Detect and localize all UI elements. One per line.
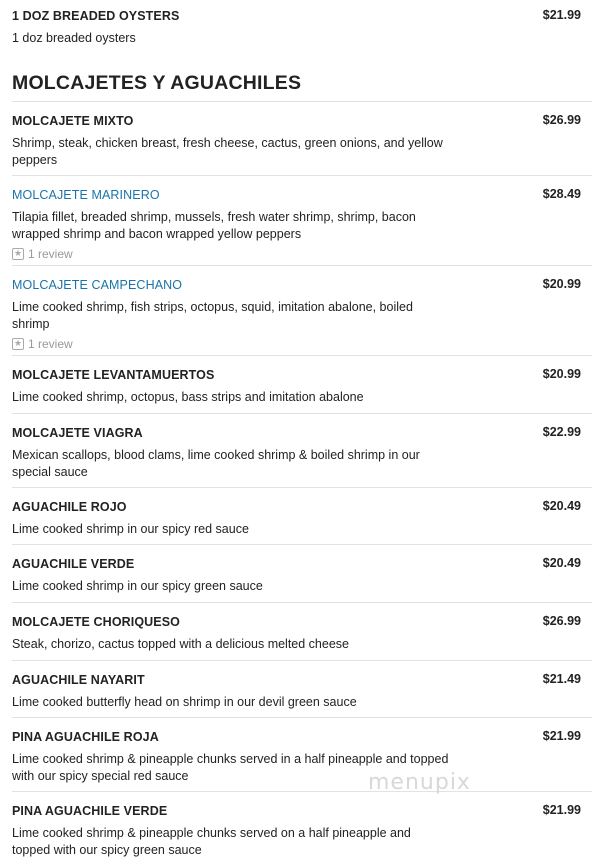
item-price: $26.99 — [542, 113, 581, 127]
item-name-link[interactable]: MOLCAJETE MARINERO — [12, 188, 160, 202]
item-name: MOLCAJETE MIXTO — [12, 114, 134, 128]
item-description: Lime cooked shrimp, fish strips, octopus, squid, imitation abalone, boiled shrimp — [12, 300, 413, 331]
review-count: 1 review — [28, 247, 73, 261]
item-description: Lime cooked shrimp & pineapple chunks served on a half pineapple and topped with our spicy green sauce — [12, 826, 411, 857]
item-description: Mexican scallops, blood clams, lime cooked shrimp & boiled shrimp in our special sauce — [12, 448, 420, 479]
menu-item-pina-aguachile-roja — [12, 717, 592, 785]
watermark: menupix — [368, 770, 471, 795]
review-link[interactable] — [12, 336, 592, 352]
section-title: MOLCAJETES Y AGUACHILES — [12, 72, 302, 94]
item-price: $20.99 — [542, 277, 581, 291]
menu-item-molcajete-marinero — [12, 175, 592, 262]
item-price: $21.49 — [542, 672, 581, 686]
item-price: $20.99 — [542, 367, 581, 381]
menu-item-molcajete-choriqueso — [12, 602, 592, 653]
item-description: Lime cooked shrimp & pineapple chunks served in a half pineapple and topped with our spicy special red sauce — [12, 752, 449, 783]
item-name: PINA AGUACHILE ROJA — [12, 730, 159, 744]
item-price: $28.49 — [542, 187, 581, 201]
item-description: Lime cooked butterfly head on shrimp in our devil green sauce — [12, 695, 357, 709]
item-price: $21.99 — [542, 803, 581, 817]
item-name: AGUACHILE NAYARIT — [12, 673, 145, 687]
item-name: MOLCAJETE CHORIQUESO — [12, 615, 180, 629]
item-description: Shrimp, steak, chicken breast, fresh cheese, cactus, green onions, and yellow peppers — [12, 136, 443, 167]
item-description: Lime cooked shrimp in our spicy red sauce — [12, 522, 249, 536]
star-badge-icon — [12, 338, 24, 350]
menu-item-aguachile-rojo — [12, 487, 592, 538]
menu-item-breaded-oysters — [12, 7, 592, 47]
item-name: 1 DOZ BREADED OYSTERS — [12, 9, 180, 23]
item-name: MOLCAJETE VIAGRA — [12, 426, 143, 440]
item-price: $26.99 — [542, 614, 581, 628]
item-description: Tilapia fillet, breaded shrimp, mussels, fresh water shrimp, shrimp, bacon wrapped shrimp and bacon wrapped yellow peppers — [12, 210, 416, 241]
item-name: AGUACHILE ROJO — [12, 500, 127, 514]
item-description: Steak, chorizo, cactus topped with a delicious melted cheese — [12, 637, 349, 651]
menu-item-molcajete-viagra — [12, 413, 592, 481]
menu-item-molcajete-mixto — [12, 101, 592, 169]
item-description: 1 doz breaded oysters — [12, 31, 136, 45]
menu-item-aguachile-verde — [12, 544, 592, 595]
item-name: MOLCAJETE LEVANTAMUERTOS — [12, 368, 215, 382]
item-price: $21.99 — [542, 8, 581, 22]
item-price: $20.49 — [542, 556, 581, 570]
review-count: 1 review — [28, 337, 73, 351]
item-name: PINA AGUACHILE VERDE — [12, 804, 168, 818]
item-price: $22.99 — [542, 425, 581, 439]
star-badge-icon — [12, 248, 24, 260]
item-price: $21.99 — [542, 729, 581, 743]
item-name: AGUACHILE VERDE — [12, 557, 135, 571]
menu-item-molcajete-campechano — [12, 265, 592, 352]
menu-item-pina-aguachile-verde — [12, 791, 592, 859]
item-description: Lime cooked shrimp, octopus, bass strips and imitation abalone — [12, 390, 364, 404]
item-description: Lime cooked shrimp in our spicy green sauce — [12, 579, 263, 593]
item-name-link[interactable]: MOLCAJETE CAMPECHANO — [12, 278, 183, 292]
review-link[interactable] — [12, 246, 592, 262]
item-price: $20.49 — [542, 499, 581, 513]
menu-item-aguachile-nayarit — [12, 660, 592, 711]
menu-item-molcajete-levantamuertos — [12, 355, 592, 406]
